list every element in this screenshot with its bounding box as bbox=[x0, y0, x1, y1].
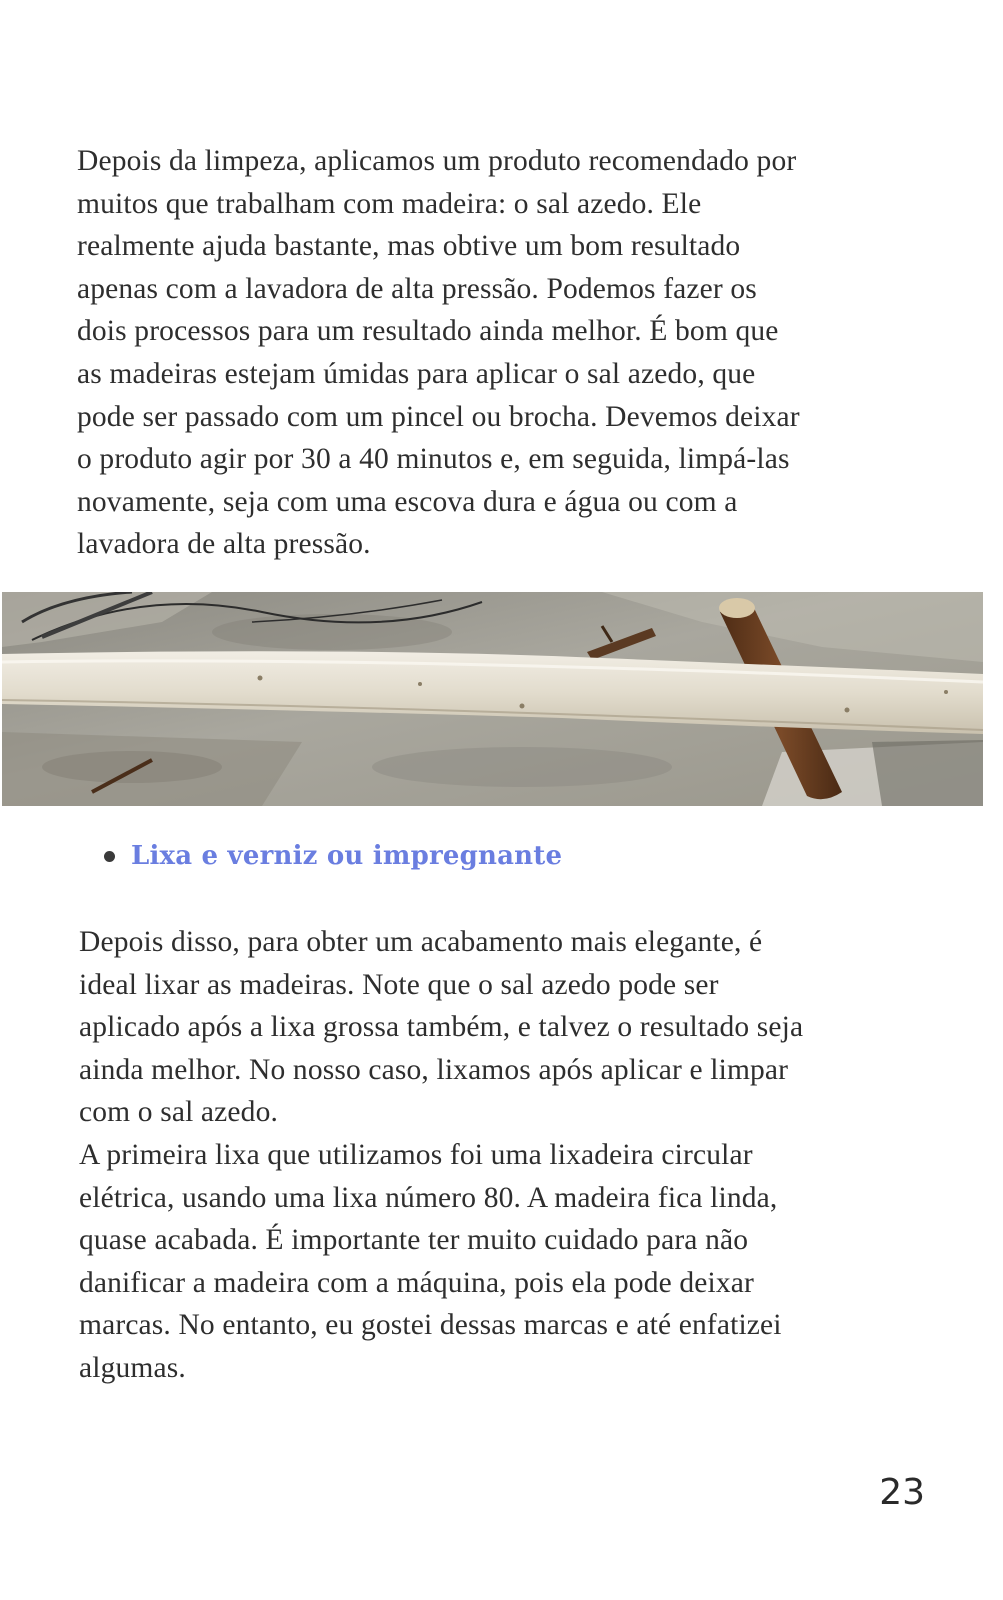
text-line: Depois disso, para obter um acabamento mais elegante, é bbox=[79, 926, 763, 958]
text-line: Depois da limpeza, aplicamos um produto recomendado por bbox=[77, 145, 797, 177]
bullet-label: Lixa e verniz ou impregnante bbox=[131, 841, 563, 871]
page-number: 23 bbox=[879, 1472, 925, 1513]
text-line: realmente ajuda bastante, mas obtive um bom resultado bbox=[77, 230, 741, 263]
text-line: marcas. No entanto, eu gostei dessas marcas e até enfatizei bbox=[79, 1309, 782, 1342]
text-line: quase acabada. É importante ter muito cuidado para não bbox=[79, 1224, 749, 1257]
text-line: aplicado após a lixa grossa também, e talvez o resultado seja bbox=[79, 1011, 804, 1044]
text-line: ideal lixar as madeiras. Note que o sal azedo pode ser bbox=[79, 968, 719, 1001]
text-line: A primeira lixa que utilizamos foi uma lixadeira circular bbox=[79, 1138, 753, 1171]
text-line: algumas. bbox=[79, 1351, 186, 1384]
paragraph-sanding bbox=[79, 921, 803, 1390]
paragraph-wood-cleaning bbox=[77, 140, 800, 566]
photo-wooden-log bbox=[2, 592, 983, 806]
text-line: lavadora de alta pressão. bbox=[77, 528, 371, 561]
text-line: dois processos para um resultado ainda melhor. É bom que bbox=[77, 315, 779, 348]
text-line: danificar a madeira com a máquina, pois ela pode deixar bbox=[79, 1266, 754, 1299]
text-line: novamente, seja com uma escova dura e água ou com a bbox=[77, 485, 738, 518]
bullet-item-sanding bbox=[104, 836, 562, 876]
text-line: as madeiras estejam úmidas para aplicar o sal azedo, que bbox=[77, 357, 756, 390]
text-line: com o sal azedo. bbox=[79, 1096, 278, 1129]
bullet-dot-icon bbox=[104, 851, 115, 862]
text-line: apenas com a lavadora de alta pressão. Podemos fazer os bbox=[77, 272, 757, 305]
text-line: o produto agir por 30 a 40 minutos e, em seguida, limpá-las bbox=[77, 443, 790, 476]
text-line: elétrica, usando uma lixa número 80. A madeira fica linda, bbox=[79, 1181, 778, 1214]
text-line: muitos que trabalham com madeira: o sal azedo. Ele bbox=[77, 187, 702, 220]
text-line: pode ser passado com um pincel ou brocha. Devemos deixar bbox=[77, 400, 800, 433]
text-line: ainda melhor. No nosso caso, lixamos após aplicar e limpar bbox=[79, 1053, 789, 1086]
